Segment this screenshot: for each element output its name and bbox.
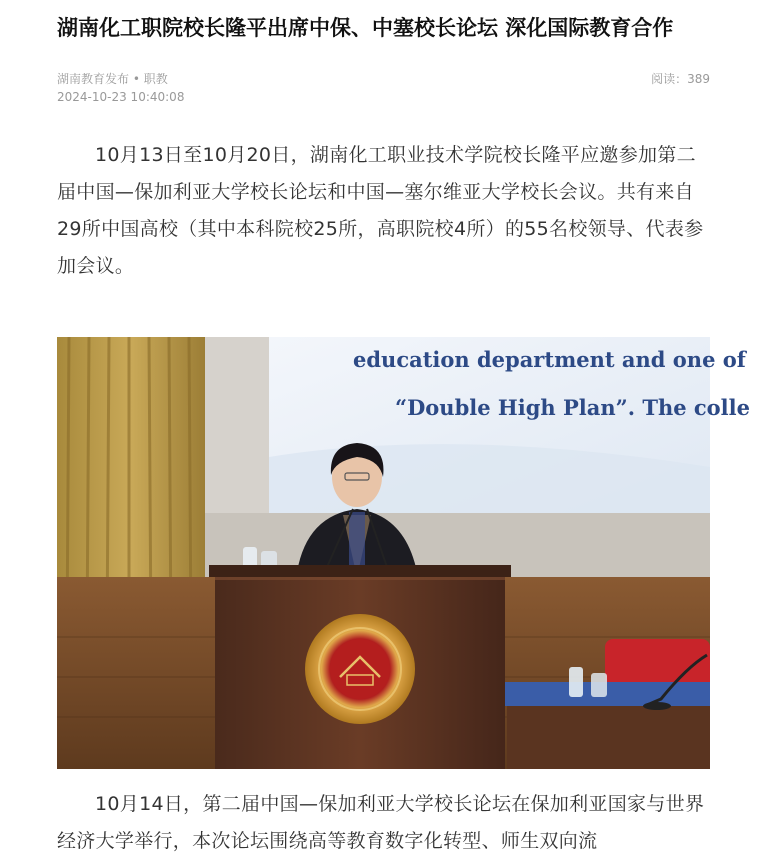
paragraph-1: 10月13日至10月20日，湖南化工职业技术学院校长隆平应邀参加第二届中国—保加利亚大学校长论坛和中国—塞尔维亚大学校长会议。共有来自29所中国高校（其中本科院校25所，高职院校4所）的55名校领导、代表参加会议。 [57,144,704,277]
article-title: 湖南化工职院校长隆平出席中保、中塞校长论坛 深化国际教育合作 [57,16,674,40]
view-count: 阅读：389 [651,72,710,86]
article-source[interactable]: 湖南教育发布 • 职教 [57,72,168,86]
photo-speaker-at-podium [57,337,751,769]
university-emblem [305,614,415,724]
article-date: 2024-10-23 10:40:08 [57,90,185,104]
paragraph-2: 10月14日，第二届中国—保加利亚大学校长论坛在保加利亚国家与世界经济大学举行，本次论坛围绕高等教育数字化转型、师生双向流 [57,793,705,852]
article-meta [57,70,184,106]
article-photo[interactable] [57,337,751,769]
screen-text-line-1: education department and one of [353,347,746,372]
screen-text-line-2: “Double High Plan”. The colle [395,395,751,420]
